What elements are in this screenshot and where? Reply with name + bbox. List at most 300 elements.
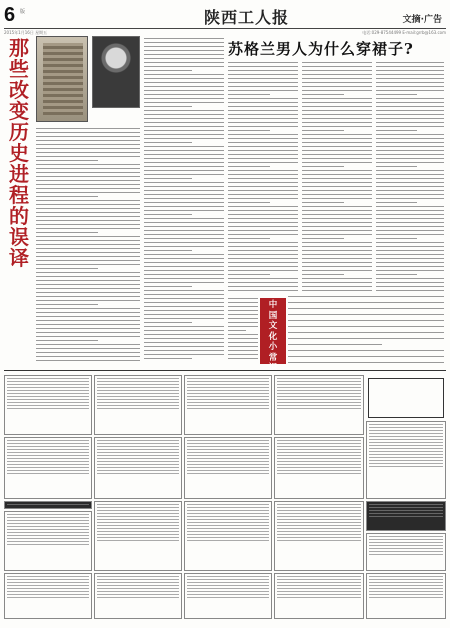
- ad-cell: [184, 437, 272, 499]
- text-line: [376, 78, 444, 79]
- culture-tips-banner: [260, 298, 286, 373]
- ad-text-line: [277, 504, 361, 505]
- text-line: [302, 274, 344, 275]
- text-line: [36, 144, 140, 145]
- ad-text-line: [7, 396, 89, 397]
- ad-text-line: [187, 510, 269, 511]
- ad-text-line: [97, 408, 179, 409]
- text-line: [228, 230, 298, 231]
- ad-text-line: [97, 381, 179, 382]
- text-line: [228, 226, 298, 227]
- text-line: [376, 230, 444, 231]
- banner-char: 中: [268, 300, 278, 310]
- text-line: [376, 250, 444, 251]
- left-article-title: [5, 38, 33, 269]
- text-line: [36, 220, 140, 221]
- ad-text-line: [97, 467, 179, 468]
- text-line: [144, 214, 192, 215]
- ad-text-line: [277, 579, 361, 580]
- ad-text-line: [277, 597, 361, 598]
- ad-cell: [4, 375, 92, 435]
- text-line: [144, 154, 224, 155]
- text-line: [36, 236, 140, 237]
- text-line: [144, 262, 224, 263]
- text-line: [302, 138, 372, 139]
- title-char: 误: [9, 225, 29, 249]
- ad-cell: [366, 421, 446, 499]
- text-line: [228, 82, 298, 83]
- ad-cell: [184, 501, 272, 571]
- ad-text-line: [7, 378, 89, 379]
- text-line: [228, 218, 298, 219]
- text-line: [376, 282, 444, 283]
- text-line: [228, 214, 298, 215]
- book-spine-graphic: [43, 43, 83, 115]
- text-line: [376, 146, 444, 147]
- text-line: [376, 130, 417, 131]
- ad-text-line: [369, 430, 443, 431]
- text-line: [228, 242, 298, 243]
- text-line: [144, 282, 224, 283]
- text-line: [228, 194, 298, 195]
- text-line: [302, 102, 372, 103]
- text-line: [36, 324, 140, 325]
- ad-cell: [366, 533, 446, 571]
- title-char: 那: [9, 36, 29, 60]
- text-line: [376, 222, 444, 223]
- ad-text-line: [97, 516, 179, 517]
- text-line: [36, 308, 140, 309]
- text-line: [228, 142, 298, 143]
- text-line: [36, 204, 140, 205]
- text-line: [302, 234, 372, 235]
- ad-text-line: [7, 458, 89, 459]
- title-char: 程: [9, 183, 29, 207]
- text-line: [228, 266, 298, 267]
- ad-text-line: [187, 528, 269, 529]
- text-line: [376, 82, 444, 83]
- text-line: [376, 142, 444, 143]
- ad-text-line: [7, 591, 89, 592]
- text-line: [376, 194, 444, 195]
- ad-text-line: [369, 554, 443, 555]
- banner-char: 化: [268, 331, 278, 342]
- text-line: [36, 240, 140, 241]
- ad-text-line: [7, 514, 89, 515]
- ad-text-line: [97, 588, 179, 589]
- ad-text-line: [277, 519, 361, 520]
- text-line: [228, 110, 298, 111]
- text-line: [36, 152, 140, 153]
- text-line: [228, 78, 298, 79]
- text-line: [228, 202, 270, 203]
- ad-text-line: [97, 513, 179, 514]
- ad-text-line: [369, 582, 443, 583]
- text-line: [302, 98, 372, 99]
- text-line: [36, 136, 140, 137]
- text-line: [144, 54, 224, 55]
- ad-text-line: [277, 525, 361, 526]
- text-line: [302, 106, 372, 107]
- text-line: [144, 158, 224, 159]
- ad-text-line: [277, 405, 361, 406]
- ad-text-line: [369, 588, 443, 589]
- ad-text-line: [277, 540, 361, 541]
- ad-text-line: [187, 473, 269, 474]
- text-line: [376, 162, 444, 163]
- text-line: [144, 290, 224, 291]
- ad-text-line: [7, 538, 89, 539]
- text-line: [144, 202, 224, 203]
- text-line: [376, 178, 444, 179]
- ad-text-line: [7, 384, 89, 385]
- text-line: [144, 226, 224, 227]
- text-line: [376, 266, 444, 267]
- ad-text-line: [187, 449, 269, 450]
- text-line: [376, 122, 444, 123]
- ad-cell: [274, 573, 364, 619]
- text-line: [228, 98, 298, 99]
- text-line: [36, 288, 140, 289]
- ad-text-line: [187, 588, 269, 589]
- text-line: [376, 290, 444, 291]
- text-line: [376, 166, 417, 167]
- ad-text-line: [97, 531, 179, 532]
- text-line: [144, 302, 224, 303]
- title-char: 历: [9, 120, 29, 144]
- ad-text-line: [7, 582, 89, 583]
- ad-text-line: [369, 579, 443, 580]
- text-line: [144, 198, 224, 199]
- text-line: [144, 78, 224, 79]
- ad-text-line: [369, 439, 443, 440]
- ad-text-line: [277, 402, 361, 403]
- ad-text-line: [187, 402, 269, 403]
- ad-text-line: [369, 436, 443, 437]
- text-line: [144, 62, 224, 63]
- text-line: [228, 198, 298, 199]
- text-line: [302, 250, 372, 251]
- text-line: [302, 182, 372, 183]
- text-line: [376, 270, 444, 271]
- text-line: [228, 86, 298, 87]
- text-line: [144, 42, 224, 43]
- ad-text-line: [187, 597, 269, 598]
- text-line: [376, 258, 444, 259]
- text-line: [302, 254, 372, 255]
- masthead: 陕西工人报: [204, 8, 290, 27]
- text-line: [302, 90, 372, 91]
- ad-text-line: [187, 582, 269, 583]
- text-line: [228, 166, 270, 167]
- ad-text-line: [7, 504, 89, 505]
- text-line: [144, 178, 192, 179]
- text-line: [144, 110, 224, 111]
- ad-cell-dark: [4, 501, 92, 509]
- text-line: [302, 266, 372, 267]
- text-line: [302, 214, 372, 215]
- ad-text-line: [97, 464, 179, 465]
- text-line: [144, 186, 224, 187]
- text-line: [36, 224, 140, 225]
- text-line: [36, 260, 140, 261]
- text-line: [228, 114, 298, 115]
- text-line: [36, 344, 140, 345]
- text-line: [36, 332, 140, 333]
- ad-text-line: [7, 529, 89, 530]
- ad-text-line: [97, 579, 179, 580]
- text-line: [302, 142, 372, 143]
- text-line: [228, 354, 258, 355]
- text-line: [228, 318, 258, 319]
- ad-text-line: [369, 445, 443, 446]
- ad-text-line: [277, 467, 361, 468]
- text-line: [228, 162, 298, 163]
- book-cover-image: [36, 36, 88, 122]
- ad-text-line: [187, 396, 269, 397]
- ad-cell-dark: [366, 501, 446, 531]
- text-line: [228, 302, 258, 303]
- ad-cell: [4, 511, 92, 571]
- text-line: [228, 306, 258, 307]
- ad-text-line: [97, 458, 179, 459]
- text-line: [228, 138, 298, 139]
- text-line: [36, 156, 140, 157]
- text-line: [376, 118, 444, 119]
- text-line: [228, 146, 298, 147]
- right-article-body-col1: [228, 62, 298, 294]
- ad-text-line: [187, 399, 269, 400]
- ad-text-line: [7, 408, 89, 409]
- ad-text-line: [7, 576, 89, 577]
- ad-text-line: [369, 597, 443, 598]
- text-line: [36, 284, 140, 285]
- ad-cell: [94, 437, 182, 499]
- ad-cell: [94, 375, 182, 435]
- text-line: [36, 340, 98, 341]
- text-line: [288, 314, 444, 315]
- ad-text-line: [97, 461, 179, 462]
- ad-text-line: [97, 537, 179, 538]
- text-line: [228, 346, 258, 347]
- page-number: 6: [4, 4, 16, 26]
- ad-text-line: [187, 540, 269, 541]
- issue-date: 2015年1月16日 星期五: [4, 30, 48, 35]
- text-line: [288, 302, 444, 303]
- text-line: [376, 234, 444, 235]
- text-line: [36, 264, 140, 265]
- text-line: [376, 262, 444, 263]
- ad-text-line: [187, 516, 269, 517]
- text-line: [36, 320, 140, 321]
- text-line: [144, 222, 224, 223]
- text-line: [36, 192, 140, 193]
- ad-text-line: [369, 507, 443, 508]
- ad-text-line: [277, 594, 361, 595]
- text-line: [144, 98, 224, 99]
- text-line: [144, 66, 224, 67]
- text-line: [302, 126, 372, 127]
- ad-text-line: [277, 513, 361, 514]
- ad-text-line: [97, 528, 179, 529]
- text-line: [144, 234, 224, 235]
- ad-text-line: [7, 535, 89, 536]
- ad-text-line: [7, 523, 89, 524]
- text-line: [144, 278, 224, 279]
- ad-text-line: [369, 427, 443, 428]
- ad-text-line: [97, 402, 179, 403]
- title-char: 的: [9, 204, 29, 228]
- ad-text-line: [369, 536, 443, 537]
- text-line: [144, 254, 224, 255]
- text-line: [36, 208, 140, 209]
- ad-hotline-box: [368, 378, 444, 418]
- text-line: [376, 254, 444, 255]
- ad-text-line: [277, 443, 361, 444]
- ad-text-line: [7, 452, 89, 453]
- ad-text-line: [97, 522, 179, 523]
- below-title-left-col: [228, 298, 258, 364]
- ad-text-line: [369, 594, 443, 595]
- text-line: [228, 290, 298, 291]
- text-line: [302, 70, 372, 71]
- text-line: [228, 334, 258, 335]
- text-line: [228, 278, 298, 279]
- text-line: [376, 74, 444, 75]
- text-line: [228, 74, 298, 75]
- text-line: [144, 298, 224, 299]
- text-line: [144, 74, 224, 75]
- text-line: [228, 70, 298, 71]
- text-line: [376, 70, 444, 71]
- text-line: [36, 348, 140, 349]
- ad-text-line: [7, 393, 89, 394]
- text-line: [302, 218, 372, 219]
- ad-text-line: [187, 405, 269, 406]
- text-line: [144, 122, 224, 123]
- ad-text-line: [97, 443, 179, 444]
- ad-text-line: [277, 591, 361, 592]
- text-line: [302, 174, 372, 175]
- ad-text-line: [187, 452, 269, 453]
- text-line: [228, 210, 298, 211]
- ad-text-line: [277, 473, 361, 474]
- ad-text-line: [7, 517, 89, 518]
- text-line: [36, 188, 140, 189]
- text-line: [288, 326, 444, 327]
- text-line: [376, 226, 444, 227]
- ad-text-line: [369, 516, 443, 517]
- ad-text-line: [97, 510, 179, 511]
- text-line: [36, 132, 140, 133]
- text-line: [376, 170, 444, 171]
- text-line: [228, 234, 298, 235]
- text-line: [36, 272, 140, 273]
- text-line: [36, 304, 98, 305]
- ad-text-line: [7, 597, 89, 598]
- ad-text-line: [97, 396, 179, 397]
- text-line: [376, 154, 444, 155]
- ad-text-line: [277, 390, 361, 391]
- ad-text-line: [277, 537, 361, 538]
- text-line: [144, 170, 224, 171]
- text-line: [302, 154, 372, 155]
- ad-text-line: [97, 576, 179, 577]
- ad-text-line: [97, 440, 179, 441]
- ad-text-line: [97, 585, 179, 586]
- ad-text-line: [277, 440, 361, 441]
- text-line: [144, 166, 224, 167]
- text-line: [228, 322, 258, 323]
- ad-text-line: [187, 443, 269, 444]
- ad-text-line: [97, 470, 179, 471]
- text-line: [144, 58, 224, 59]
- text-line: [288, 350, 444, 351]
- text-line: [144, 326, 224, 327]
- ad-text-line: [277, 582, 361, 583]
- title-char: 些: [9, 57, 29, 81]
- ad-text-line: [277, 534, 361, 535]
- text-line: [228, 158, 298, 159]
- ad-text-line: [97, 446, 179, 447]
- text-line: [302, 170, 372, 171]
- ad-text-line: [369, 548, 443, 549]
- text-line: [228, 282, 298, 283]
- ad-text-line: [277, 522, 361, 523]
- ad-text-line: [97, 525, 179, 526]
- banner-char: 文: [268, 321, 278, 331]
- ad-text-line: [97, 399, 179, 400]
- ad-text-line: [369, 542, 443, 543]
- ad-text-line: [97, 519, 179, 520]
- text-line: [144, 246, 224, 247]
- text-line: [228, 182, 298, 183]
- text-line: [144, 338, 224, 339]
- text-line: [302, 82, 372, 83]
- text-line: [302, 242, 372, 243]
- text-line: [376, 98, 444, 99]
- text-line: [302, 178, 372, 179]
- ad-text-line: [277, 455, 361, 456]
- ad-text-line: [277, 588, 361, 589]
- ad-text-line: [7, 594, 89, 595]
- text-line: [36, 216, 140, 217]
- text-line: [144, 118, 224, 119]
- text-line: [144, 142, 192, 143]
- text-line: [144, 230, 224, 231]
- ad-text-line: [7, 402, 89, 403]
- ad-text-line: [97, 597, 179, 598]
- text-line: [288, 320, 444, 321]
- text-line: [376, 126, 444, 127]
- text-line: [228, 258, 298, 259]
- ad-cell: [94, 501, 182, 571]
- ad-text-line: [7, 467, 89, 468]
- ad-text-line: [369, 460, 443, 461]
- ad-text-line: [7, 588, 89, 589]
- text-line: [36, 312, 140, 313]
- text-line: [228, 154, 298, 155]
- ad-text-line: [97, 591, 179, 592]
- text-line: [144, 146, 224, 147]
- text-line: [144, 194, 224, 195]
- ad-text-line: [187, 408, 269, 409]
- text-line: [228, 186, 298, 187]
- text-line: [36, 176, 140, 177]
- portrait-photo: [92, 36, 140, 108]
- ad-text-line: [7, 446, 89, 447]
- text-line: [144, 322, 192, 323]
